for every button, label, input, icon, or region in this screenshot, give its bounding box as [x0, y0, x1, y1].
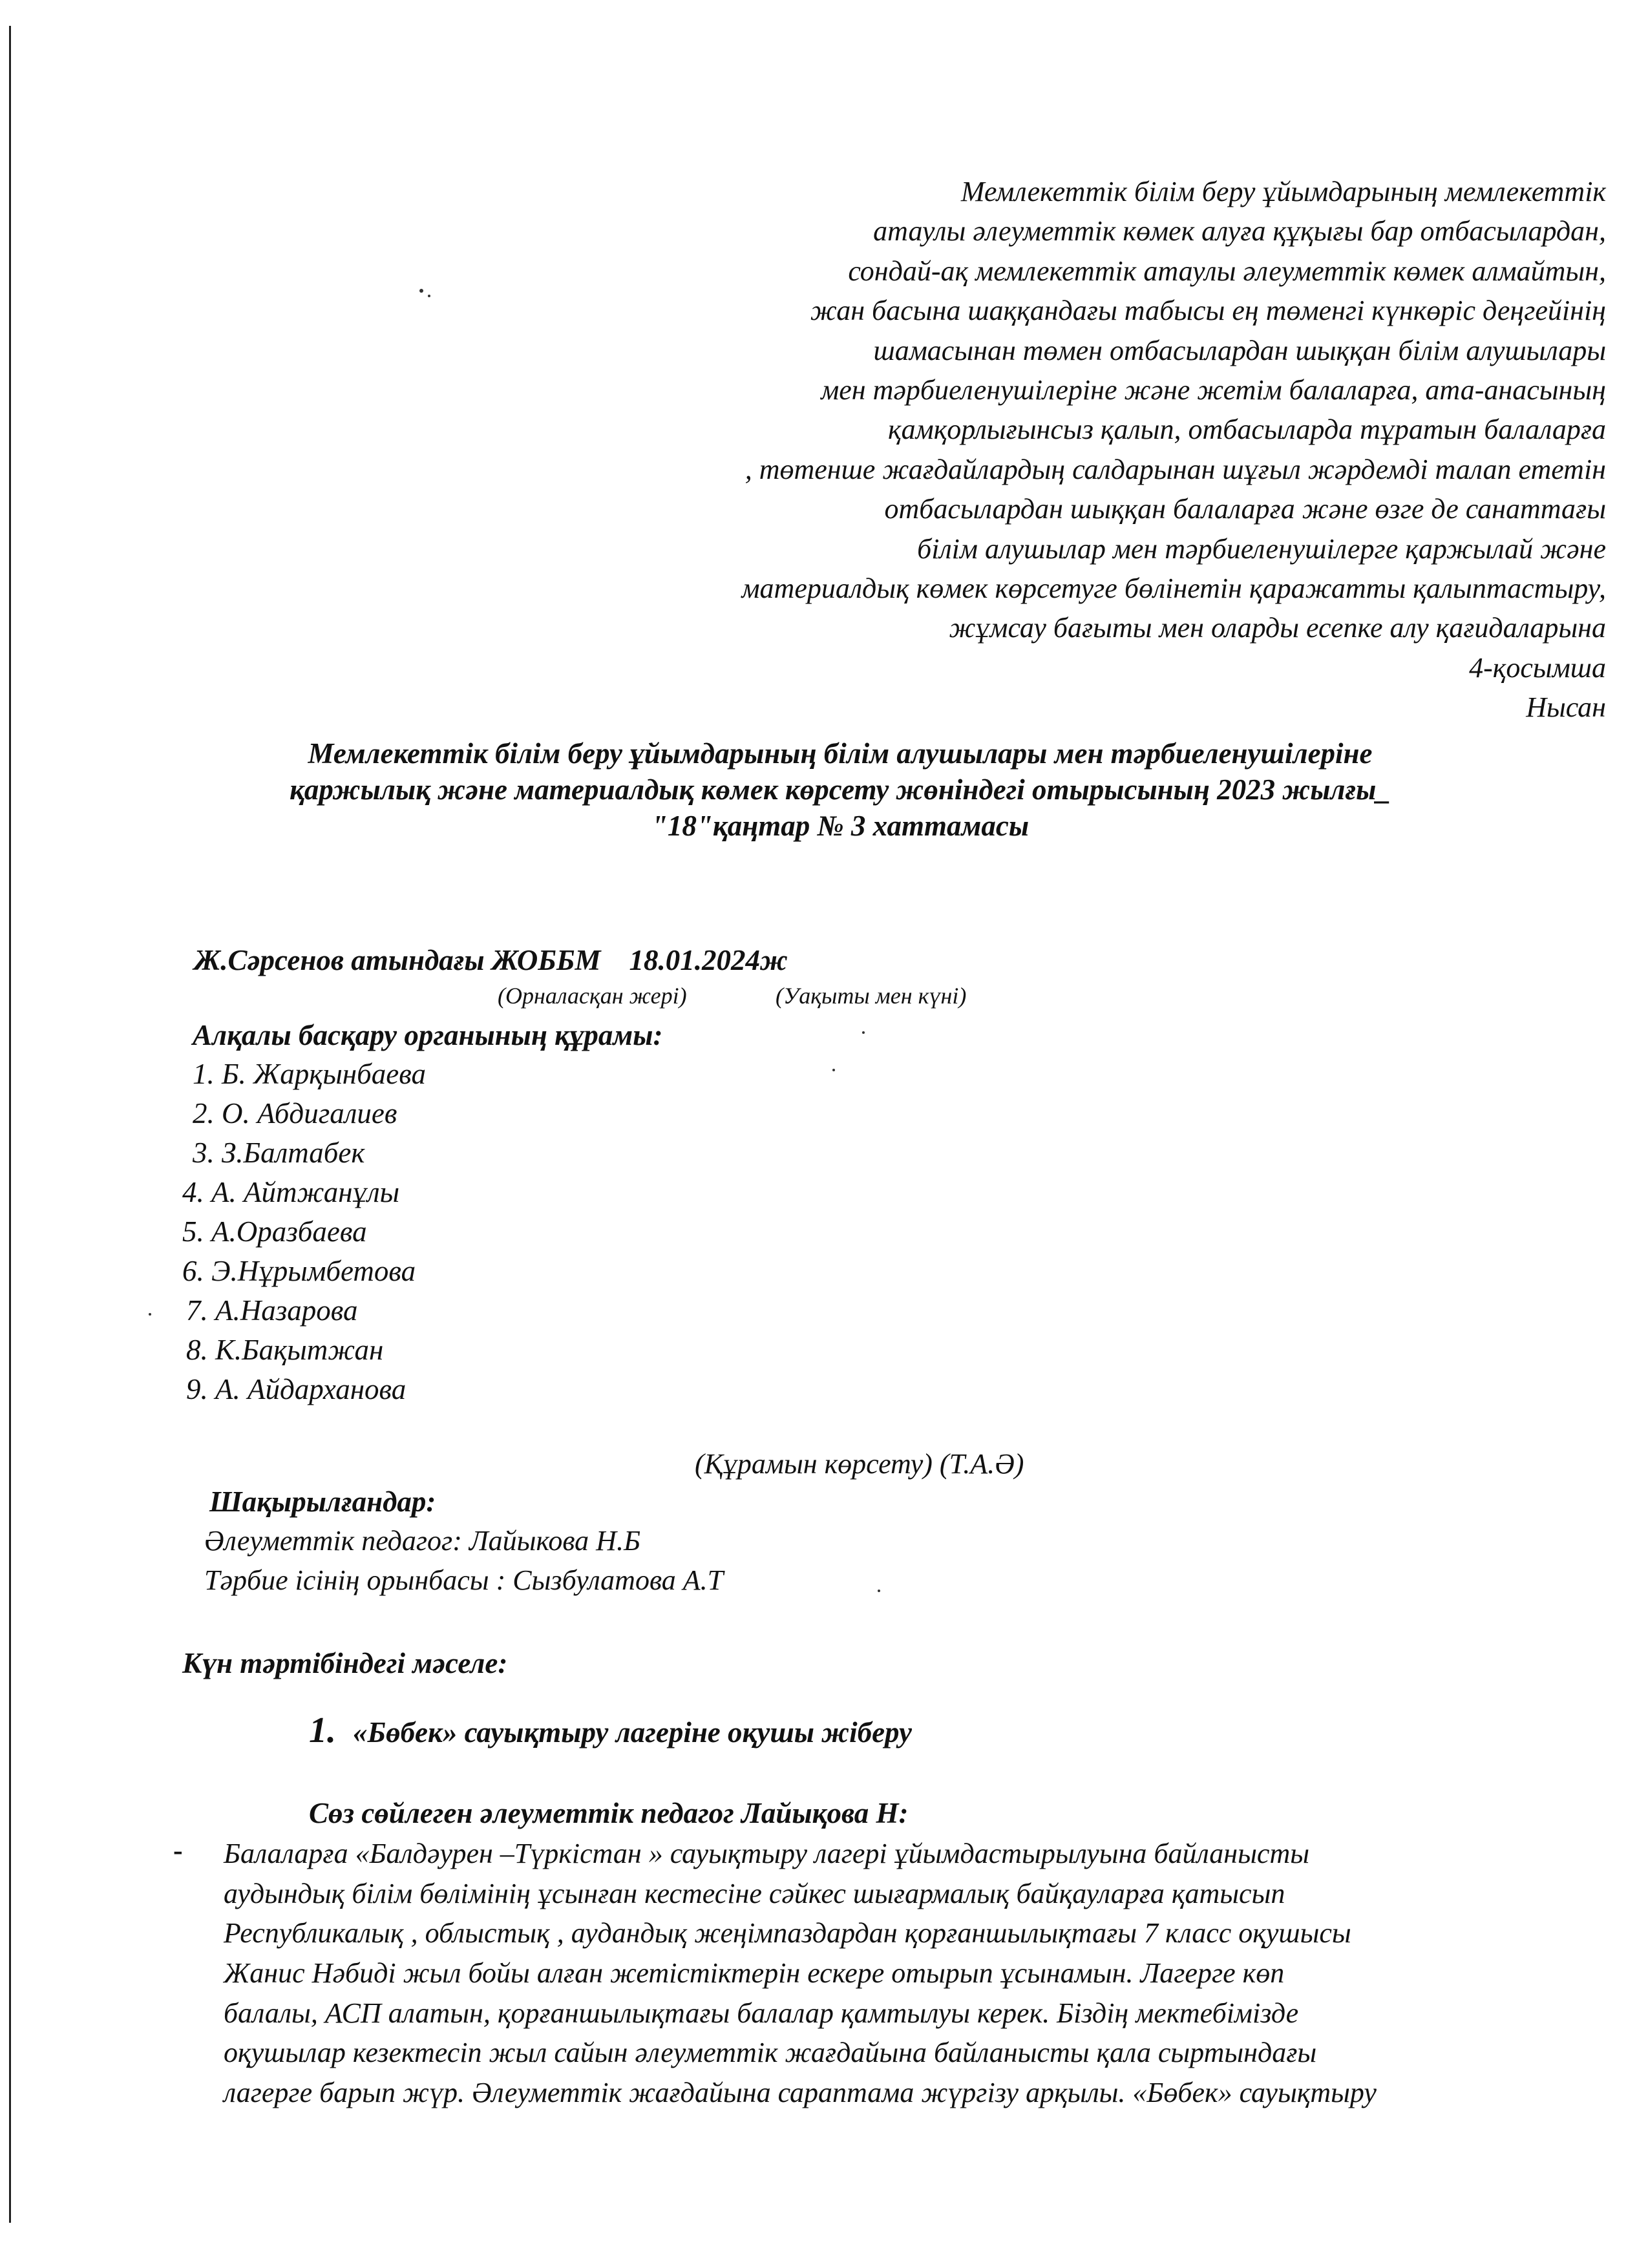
list-item: 6. Э.Нұрымбетова — [182, 1255, 416, 1287]
meeting-date: 18.01.2024ж — [629, 944, 788, 976]
agenda-item-number: 1. — [309, 1710, 336, 1750]
speech-line: лагерге барып жүр. Әлеуметтік жағдайына сараптама жүргізу арқылы. «Бөбек» сауықтыру — [224, 2077, 1377, 2109]
speech-bullet: - — [173, 1834, 183, 1866]
header-line: атаулы әлеуметтік көмек алуға құқығы бар отбасылардан, — [873, 215, 1606, 247]
list-item: 2. О. Абдигалиев — [193, 1097, 397, 1129]
speech-line: Республикалық , облыстық , аудандық жеңімпаздардан қорғаншылықтағы 7 класс оқушысы — [224, 1917, 1351, 1949]
header-line: білім алушылар мен тәрбиеленушілерге қаржылай және — [917, 532, 1606, 565]
scan-edge-line — [9, 26, 11, 2223]
member-list — [182, 1055, 426, 1409]
scan-speck — [428, 295, 430, 297]
title-line: Мемлекеттік білім беру ұйымдарының білім алушылары мен тәрбиеленушілеріне — [308, 737, 1373, 770]
speaker-heading: Сөз сөйлеген әлеуметтік педагог Лайықова Н: — [309, 1797, 909, 1829]
invited-heading: Шақырылғандар: — [209, 1486, 436, 1518]
list-item: 4. А. Айтжанұлы — [182, 1176, 400, 1208]
header-line: шамасынан төмен отбасылардан шыққан білім алушылары — [873, 334, 1606, 366]
speech-text — [224, 1834, 1377, 2113]
date-caption: (Уақыты мен күні) — [776, 983, 967, 1009]
list-item: Тәрбие ісінің орынбасы : Сызбулатова А.Т — [204, 1564, 724, 1596]
speech-line: оқушылар кезектесіп жыл сайын әлеуметтік жағдайына байланысты қала сыртындағы — [224, 2037, 1317, 2069]
meeting-place: Ж.Сәрсенов атындағы ЖОББМ — [194, 944, 601, 976]
agenda-heading: Күн тәртібіндегі мәселе: — [182, 1647, 508, 1679]
appendix-header — [443, 172, 1606, 728]
place-caption: (Орналасқан жері) — [498, 983, 687, 1009]
list-item: 5. А.Оразбаева — [182, 1215, 367, 1248]
invited-list — [204, 1521, 723, 1600]
scan-speck — [419, 289, 423, 293]
document-title — [194, 735, 1486, 844]
list-item: 8. К.Бақытжан — [186, 1334, 384, 1366]
scan-speck — [862, 1031, 865, 1034]
header-line: қамқорлығынсыз қалып, отбасыларда тұратын балаларға — [888, 414, 1606, 446]
meeting-place-date — [194, 943, 788, 977]
speech-line: аудындық білім бөлімінің ұсынған кестесіне сәйкес шығармалық байқауларға қатысып — [224, 1877, 1285, 1909]
appendix-number: 4-қосымша — [1469, 651, 1606, 684]
header-line: материалдық көмек көрсетуге бөлінетін қаражатты қалыптастыру, — [741, 572, 1606, 605]
title-line: қаржылық және материалдық көмек көрсету жөніндегі отырысының 2023 жылғы_ — [290, 773, 1391, 806]
speech-line: Балаларға «Балдәурен –Түркістан » сауықтыру лагері ұйымдастырылуына байланысты — [224, 1838, 1310, 1869]
scan-speck — [832, 1069, 835, 1071]
header-line: , төтенше жағдайлардың салдарынан шұғыл жәрдемді талап ететін — [745, 453, 1606, 485]
composition-note: (Құрамын көрсету) (Т.А.Ә) — [695, 1448, 1024, 1480]
agenda-item — [309, 1710, 912, 1751]
list-item: Әлеуметтік педагог: Лайыкова Н.Б — [204, 1525, 640, 1557]
header-line: сондай-ақ мемлекеттік атаулы әлеуметтік көмек алмайтын, — [848, 255, 1606, 287]
list-item: 1. Б. Жарқынбаева — [193, 1058, 426, 1090]
header-line: Мемлекеттік білім беру ұйымдарының мемлекеттік — [960, 176, 1606, 207]
scan-speck — [878, 1590, 880, 1592]
speech-line: Жанис Нәбиді жыл бойы алған жетістіктерін ескере отырып ұсынамын. Лагерге көп — [224, 1957, 1285, 1990]
list-item: 9. А. Айдарханова — [186, 1373, 407, 1405]
composition-heading: Алқалы басқару органының құрамы: — [193, 1019, 663, 1051]
header-line: мен тәрбиеленушілеріне және жетім балаларға, ата-анасының — [821, 374, 1606, 406]
list-item: 3. З.Балтабек — [193, 1137, 365, 1169]
title-line: "18"қаңтар № 3 хаттамасы — [651, 810, 1030, 842]
form-label: Нысан — [1526, 691, 1606, 724]
header-line: жұмсау бағыты мен оларды есепке алу қағидаларына — [949, 612, 1606, 644]
speech-line: балалы, АСП алатын, қорғаншылықтағы балалар қамтылуы керек. Біздің мектебімізде — [224, 1997, 1299, 2029]
scan-speck — [149, 1313, 151, 1316]
agenda-item-text: «Бөбек» сауықтыру лагеріне оқушы жіберу — [353, 1716, 912, 1748]
list-item: 7. А.Назарова — [186, 1294, 358, 1327]
header-line: жан басына шаққандағы табысы ең төменгі күнкөріс деңгейінің — [810, 295, 1606, 327]
header-line: отбасылардан шыққан балаларға және өзге де санаттағы — [884, 493, 1606, 525]
